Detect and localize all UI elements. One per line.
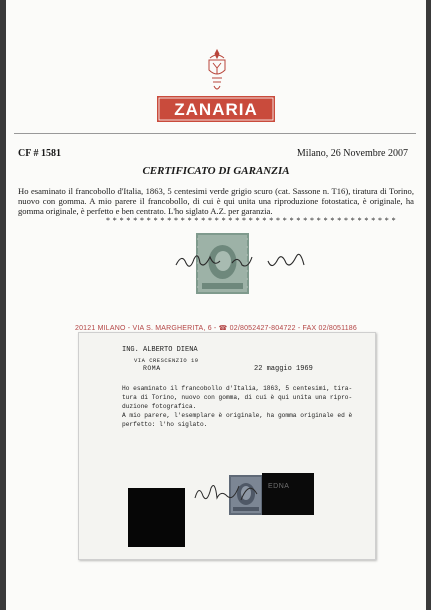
certificate-number: CF # 1581 — [18, 148, 61, 159]
attached-certificate-text: Ho esaminato il francobollo d'Italia, 1863, 5 centesimi, tira- tura di Torino, nuovo con gomma, di cui è qui unita una ripro- duzione fotografica. A mio parere, l'esemplare è originale, ha gomma originale ed è perfetto: l'ho siglato. — [122, 385, 353, 428]
certificate-body: Ho esaminato il francobollo d'Italia, 1863, 5 centesimi verde grigio scuro (cat. Sassone n. T16), tiratura di Torino, nuovo con gomma. A mio parere il francobollo, di cui è qui unita una riproduzione fotostatica, è originale, ha gomma originale, è perfetto e ben centrato. L'ho siglato A.Z. per garanzia. — [18, 186, 414, 217]
black-strip — [262, 473, 314, 515]
signature-small — [191, 474, 263, 512]
strip-text: EDNA — [268, 483, 290, 490]
black-photo-block — [128, 488, 185, 547]
expert-name: ING. ALBERTO DIENA — [122, 346, 198, 354]
header-divider — [14, 133, 416, 134]
star-separator: * * * * * * * * * * * * * * * * * * * * * * * * * * * * * * * * * * * * * * * * * * * — [106, 216, 396, 225]
crest-emblem — [204, 48, 230, 96]
certificate-page — [6, 0, 426, 610]
attached-certificate — [78, 332, 376, 560]
zanaria-logo — [157, 96, 275, 122]
attached-certificate-date: 22 maggio 1969 — [254, 365, 313, 373]
signature — [172, 243, 322, 277]
certificate-title: CERTIFICATO DI GARANZIA — [142, 165, 290, 177]
certificate-place-date: Milano, 26 Novembre 2007 — [296, 148, 408, 159]
expert-address: VIA CRESCENZIO 19 — [134, 357, 199, 364]
footer-address: 20121 MILANO - VIA S. MARGHERITA, 6 - ☎ 02/8052427-804722 - FAX 02/8051186 — [74, 325, 357, 332]
expert-city: ROMA — [143, 365, 161, 372]
logo-text: ZANARIA — [174, 100, 258, 119]
